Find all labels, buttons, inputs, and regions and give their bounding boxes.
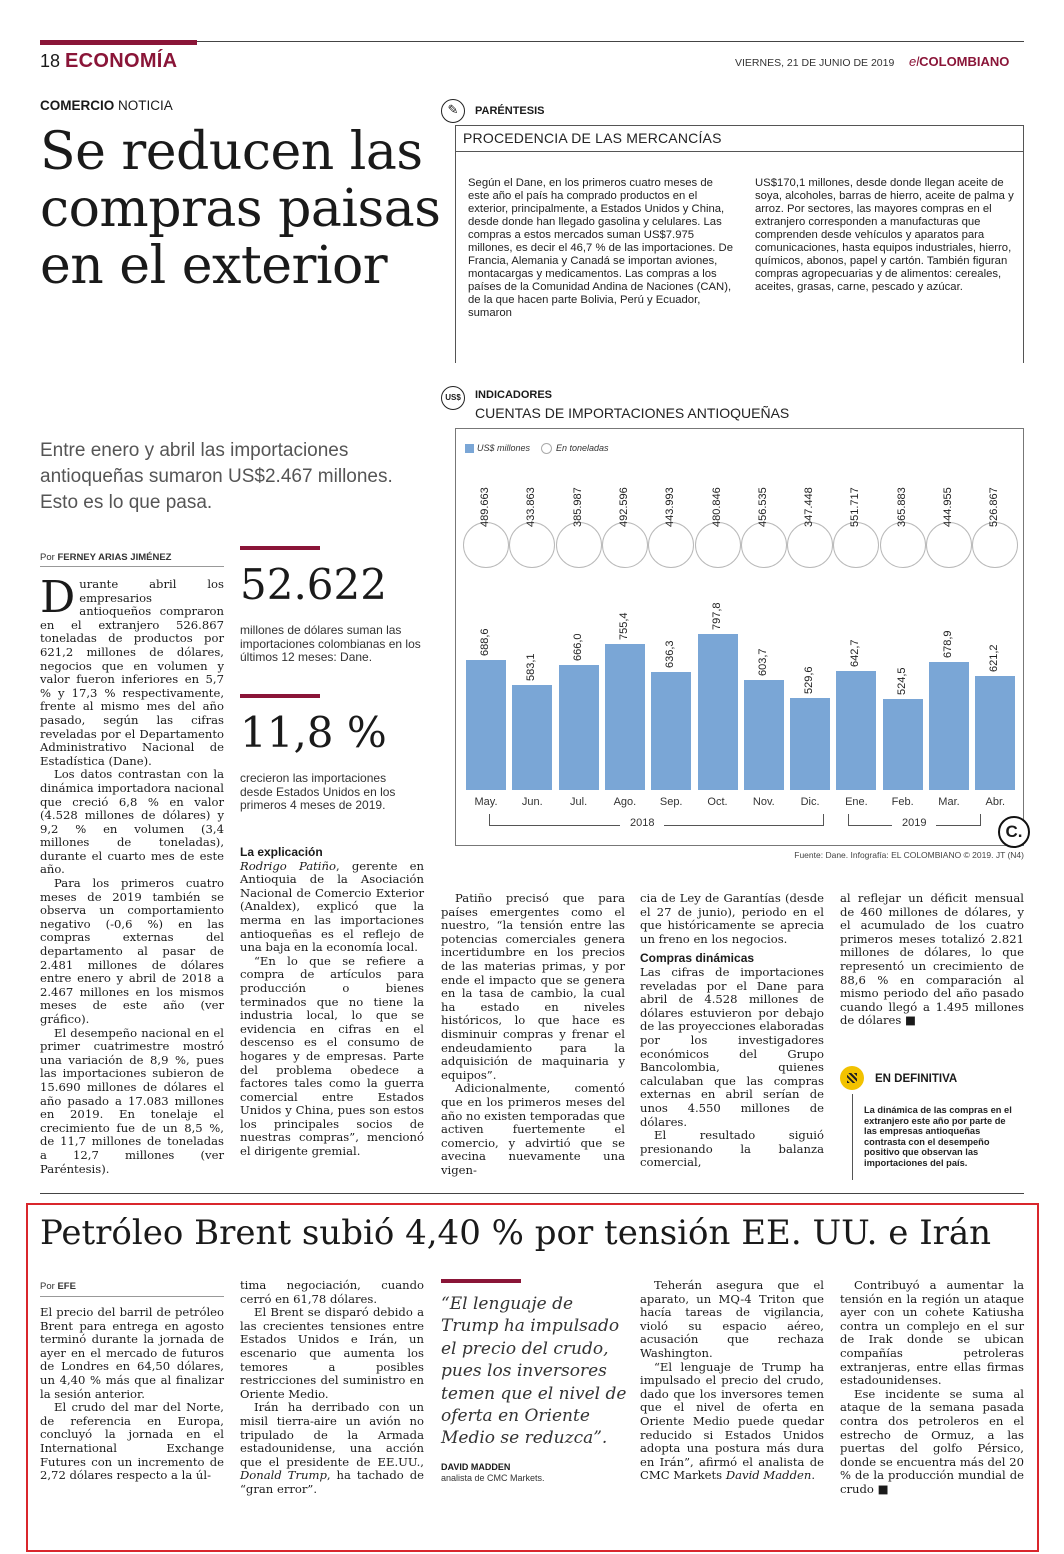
legend-swatch-ton: [541, 443, 552, 454]
chart-bar: [512, 685, 552, 790]
brent-col4-madden: David Madden: [725, 1468, 812, 1483]
chart-source: Fuente: Dane. Infografía: EL COLOMBIANO © 2019. JT (N4): [794, 850, 1024, 860]
article-deck: Entre enero y abril las importaciones antioqueñas sumaron US$2.467 millones. Esto es lo que pasa.: [40, 440, 393, 513]
tonnage-value-label: 456.535: [756, 487, 769, 527]
brent-col2-paragraph: [240, 1401, 424, 1496]
page-number: 18: [40, 51, 61, 71]
pull-quote: “El lenguaje de Trump ha impulsado el precio del crudo, pues los inversores temen que el nivel de oferta en Oriente Medio se reduzca”.: [441, 1294, 627, 1449]
parentesis-col-2: US$170,1 millones, desde donde llegan aceite de soya, alcoholes, barras de hierro, aceite de palma y arroz. Por sectores, las mayores compras en el extranjero corresponden a manufacturas que comprenden desde vehículos y aparatos para comunicaciones, hasta equipos industriales, hierro, químicos, abonos, papel y cartón. También figuran compras agropecuarias y de alimentos: cereales, aceites, grasas, carne, pescado y azúcar.: [755, 177, 1014, 293]
stat1-rule: [240, 546, 320, 550]
article-kicker: [40, 98, 173, 113]
col5-paragraph: al reflejar un déficit mensual de 460 millones de dólares, y el acumulado de los cuatro primeros meses totalizó 2.821 millones de dólares, lo que representó un crecimiento de 88,6 % en comparación al mismo periodo del año pasado cuando llegó a 1.495 millones de dólares ■: [840, 891, 1024, 1028]
bar-value-label: 678,9: [942, 630, 954, 659]
brent-col-2: [240, 1279, 424, 1497]
chart-bar: [466, 660, 506, 790]
brent-col4-paragraph: [640, 1361, 824, 1483]
col4-paragraph: cia de Ley de Garantías (desde el 27 de junio), periodo en el que históricamente se aprecia un freno en los negocios.: [640, 891, 824, 946]
quote-author: DAVID MADDEN: [441, 1462, 511, 1472]
axis-year-2018: 2018: [620, 817, 664, 829]
section-name: ECONOMÍA: [65, 50, 178, 72]
bar-value-label: 797,8: [710, 601, 723, 630]
tonnage-circle: [463, 522, 509, 568]
tonnage-value-label: 444.955: [942, 487, 954, 527]
byline-name: FERNEY ARIAS JIMÉNEZ: [57, 552, 172, 563]
bar-value-label: 688,6: [479, 628, 491, 656]
col3-paragraph: Adicionalmente, comentó que en los primeros meses del año no existen temporadas que activen fuertemente el comercio, y advirtió que se avecina nuevamente una vigen-: [441, 1081, 625, 1177]
chart-bar: [651, 672, 691, 790]
bar-value-label: 524,5: [895, 667, 908, 696]
legend-label-usd: US$ millones: [477, 443, 531, 453]
tonnage-value-label: 347.448: [803, 487, 816, 527]
chart-bar: [698, 634, 738, 790]
brent-col5-paragraph: Ese incidente se suma al ataque de la semana pasada contra dos petroleros en el estrecho de Ormuz, a las puertas del golfo Pérsico, donde se encuentra más del 20 % de la producción mundial de crudo ■: [840, 1386, 1024, 1496]
legend-label-ton: En toneladas: [556, 443, 609, 453]
article-col-5: [840, 892, 1024, 1028]
chart-bar: [605, 644, 645, 790]
tonnage-circle: [556, 522, 602, 568]
stat2-text: crecieron las importaciones desde Estados Unidos en los primeros 4 meses de 2019.: [240, 771, 396, 812]
byline-rule: [40, 566, 224, 567]
tonnage-circle: [972, 522, 1018, 568]
brent-col2-paragraph: tima negociación, cuando cerró en 61,78 dólares.: [240, 1278, 424, 1306]
col4-paragraph: El resultado siguió presionando la balanza comercial,: [640, 1128, 824, 1170]
tonnage-value-label: 443.993: [664, 487, 677, 527]
header-accent-bar: [40, 40, 197, 45]
tonnage-circle: [741, 522, 787, 568]
brent-col4-p2b: .: [811, 1468, 816, 1483]
brent-col2-p3a: Irán ha derribado con un misil tierra-aire un avión no tripulado de la Armada estadounidense, una acción que el presidente de EE.UU.,: [240, 1400, 424, 1469]
col2-paragraph: [240, 860, 424, 955]
brand-el: el: [909, 54, 920, 69]
tonnage-circle: [926, 522, 972, 568]
stat2-rule: [240, 694, 320, 698]
bar-value-label: 621,2: [988, 644, 1001, 672]
indicadores-label: INDICADORES: [475, 389, 553, 401]
tonnage-circle: [648, 522, 694, 568]
axis-year-2019: 2019: [892, 817, 936, 829]
col2-subheading: La explicación: [240, 845, 323, 859]
parentesis-label: PARÉNTESIS: [475, 105, 545, 117]
chart-bar: [975, 676, 1015, 790]
month-tick-label: Sep.: [659, 796, 683, 808]
month-tick-label: Abr.: [985, 796, 1006, 808]
bar-value-label: 636,3: [664, 640, 677, 669]
col1-paragraph: Los datos contrastan con la dinámica importadora nacional que creció 6,8 % en valor (4.528 millones de dólares) y 9,2 % en volumen (3,4 millones de toneladas), durante el cuarto mes de este año.: [40, 767, 224, 877]
tonnage-value-label: 492.596: [617, 487, 630, 527]
kicker-strong: COMERCIO: [40, 98, 115, 113]
tonnage-value-label: 489.663: [479, 487, 491, 527]
stat1-text: millones de dólares suman las importaciones colombianas en los últimos 12 meses: Dane.: [240, 623, 421, 664]
brent-byline-rule: [40, 1296, 224, 1297]
header-rule: [197, 41, 1024, 42]
brent-headline: Petróleo Brent subió 4,40 % por tensión EE. UU. e Irán: [40, 1213, 992, 1253]
col1-paragraph: Para los primeros cuatro meses de 2019 también se observa un comportamiento negativo (-0,6 %) en las compras externas del departamento al pasar de 2.481 millones de dólares entre enero y abril de 2018 a 2.467 millones en los mismos meses de este año (ver gráfico).: [40, 876, 224, 1026]
bar-value-label: 583,1: [525, 653, 538, 682]
tonnage-value-label: 480.846: [710, 487, 723, 527]
tonnage-value-label: 551.717: [849, 487, 862, 527]
brent-byline-prefix: Por: [40, 1281, 55, 1292]
brent-col2-paragraph: El Brent se disparó debido a las crecientes tensiones entre Estados Unidos e Irán, un escenario que aumenta los temores a posibles restricciones del suministro en Oriente Medio.: [240, 1305, 424, 1401]
brent-col4-p2a: “El lenguaje de Trump ha impulsado el precio del crudo, dado que los inversores temen que el nivel de oferta en Oriente Medio puede quedar reducido si Estados Unidos adopta una postura más dura en Irán”, afirmó el analista de CMC Markets: [640, 1359, 824, 1483]
article-headline: Se reducen las compras paisas en el exterior: [40, 122, 441, 296]
kicker-rest: NOTICIA: [118, 98, 173, 113]
month-tick-label: Oct.: [707, 796, 728, 808]
dropcap: D: [40, 572, 76, 623]
tonnage-value-label: 385.987: [571, 487, 584, 527]
month-tick-label: May.: [474, 796, 498, 808]
chart-bar: [836, 671, 876, 790]
month-tick-label: Dic.: [800, 796, 820, 808]
col3-paragraph: Patiño precisó que para países emergentes como el nuestro, “la tensión entre las potencias comerciales genera incertidumbre en los precios de las materias primas, y por ende el impacto que se genera en la tasa de cambio, la cual ha estado en niveles históricos, lo que hace es disminuir compras y frenar el endeudamiento para la adquisición de maquinaria y equipos”.: [441, 891, 625, 1082]
col1-first-paragraph: [40, 572, 224, 768]
brent-col-5: [840, 1279, 1024, 1497]
brent-col4-paragraph: Teherán asegura que el aparato, un MQ-4 Triton que hacía tareas de vigilancia, violó su espacio aéreo, acusación que rechaza Washington.: [640, 1278, 824, 1360]
chart-bar: [929, 662, 969, 790]
summary-title: EN DEFINITIVA: [875, 1073, 958, 1085]
quote-rule: [441, 1279, 521, 1283]
article-col-4: [640, 892, 824, 1170]
bar-value-label: 666,0: [571, 633, 584, 662]
col2-p1-text: , gerente en Antioquia de la Asociación Nacional de Comercio Exterior (Analdex), explicó que la merma en las importaciones antioqueñas es el reflejo de una baja en la economía local.: [240, 858, 424, 955]
brent-col5-paragraph: Contribuyó a aumentar la tensión en la región un ataque ayer con un cohete Katiusha contra un complejo en el sur de Irak donde se ubican compañías petroleras extranjeras, entre ellas firmas estadounidenses.: [840, 1278, 1024, 1388]
brent-byline: [40, 1281, 76, 1292]
article-col-1: [40, 572, 224, 1176]
col1-paragraph: El desempeño nacional en el primer cuatrimestre mostró una variación de 8,9 %, pues las importaciones subieron de 15.690 millones de dólares el año pasado a 17.083 millones en 2019. En tonelaje el crecimiento fue de un 8,5 %, de 11,7 millones de toneladas a 12,7 millones (ver Paréntesis).: [40, 1025, 224, 1176]
brent-col2-trump: Donald Trump: [240, 1468, 327, 1483]
brent-col1-paragraph: El precio del barril de petróleo Brent para entrega en agosto terminó durante la jornada de ayer en el mercado de futuros de Londres en 64,50 dólares, un 4,40 % más que al finalizar la sesión anterior.: [40, 1305, 224, 1401]
summary-text: La dinámica de las compras en el extranjero este año por parte de las empresas antioqueñas contrasta con el desempeño positivo que observan las importaciones del país.: [864, 1105, 1012, 1168]
chart-bar: [883, 699, 923, 790]
summary-rule: [852, 1094, 853, 1180]
brent-col-4: [640, 1279, 824, 1483]
summary-icon-mark: [847, 1073, 857, 1083]
tonnage-value-label: 526.867: [988, 487, 1001, 527]
chart-logo: C.: [998, 816, 1030, 848]
col4-paragraph: Las cifras de importaciones reveladas por el Dane para abril de 4.528 millones de dólares estuvieron por debajo de las proyecciones elaboradas por los investigadores económicos del Grupo Bancolombia, quienes calculaban que las compras externas en abril serían de unos 4.550 millones de dólares.: [640, 964, 824, 1129]
tonnage-value-label: 433.863: [525, 487, 538, 527]
byline: [40, 552, 171, 563]
brent-col1-paragraph: El crudo del mar del Norte, de referencia en Europa, concluyó la jornada en el International Exchange Futures con un incremento de 2,72 dólares respecto a la úl-: [40, 1400, 224, 1483]
brent-col-1: [40, 1306, 224, 1483]
stat2-value: 11,8 %: [240, 708, 387, 757]
tonnage-value-label: 365.883: [895, 487, 908, 527]
legend-swatch-usd: [465, 444, 474, 453]
month-tick-label: Jul.: [570, 796, 588, 808]
tonnage-circle: [787, 522, 833, 568]
chart-bar: [559, 665, 599, 790]
tonnage-circle: [509, 522, 555, 568]
parentesis-col-1: Según el Dane, en los primeros cuatro meses de este año el país ha comprado productos en el exterior, principalmente, a Estados Unidos y China, desde donde han llegado gasolina y celulares. Las compras a estos mercados suman US$7.975 millones, es decir el 46,7 % de las importaciones. De Francia, Alemania y Canadá se importan aviones, montacargas y medicamentos. Las compras a los países de la Comunidad Andina de Naciones (CAN), de la que hacen parte Bolivia, Perú y Ecuador, sumaron: [468, 177, 733, 319]
brent-col2-p3b: , ha tachado de “gran error”.: [240, 1468, 424, 1496]
month-tick-label: Mar.: [938, 796, 960, 808]
quote-role: analista de CMC Markets.: [441, 1473, 545, 1483]
month-tick-label: Jun.: [521, 796, 543, 808]
tonnage-circle: [695, 522, 741, 568]
brent-byline-name: EFE: [57, 1281, 76, 1292]
byline-prefix: Por: [40, 552, 55, 563]
stat1-value: 52.622: [240, 560, 387, 609]
article-col-2: [240, 846, 424, 1159]
tonnage-circle: [880, 522, 926, 568]
parentesis-title: PROCEDENCIA DE LAS MERCANCÍAS: [463, 130, 722, 146]
indicadores-icon: US$: [441, 386, 465, 410]
month-tick-label: Ene.: [845, 796, 868, 808]
month-tick-label: Nov.: [752, 796, 775, 808]
tonnage-circle: [602, 522, 648, 568]
issue-date: VIERNES, 21 DE JUNIO DE 2019: [735, 57, 895, 69]
bar-value-label: 603,7: [756, 648, 769, 677]
brand-logo: [909, 54, 1009, 69]
brand-name: COLOMBIANO: [919, 54, 1010, 69]
bar-value-label: 642,7: [849, 639, 862, 667]
section-divider: [40, 1193, 1024, 1194]
col2-source-name: Rodrigo Patiño: [240, 858, 336, 873]
bar-value-label: 755,4: [617, 612, 630, 640]
month-tick-label: Ago.: [613, 796, 637, 808]
col4-subheading: Compras dinámicas: [640, 951, 755, 966]
bar-value-label: 529,6: [803, 666, 816, 694]
parentesis-title-rule: [455, 151, 1024, 152]
chart-bar: [744, 680, 784, 790]
indicadores-title: CUENTAS DE IMPORTACIONES ANTIOQUEÑAS: [475, 405, 790, 421]
chart-bar: [790, 698, 830, 790]
col2-paragraph: “En lo que se refiere a compra de artículos para producción o bienes terminados que no tiene la industria local, lo que se evidencia en cifras en el descenso es el consumo de hogares y de empresas. Parte del problema obedece a factores tales como la guerra comercial entre Estados Unidos y China, pues son estos los principales socios de nuestras compras”, mencionó el dirigente gremial.: [240, 953, 424, 1159]
parentesis-icon: ✎: [441, 99, 465, 123]
article-col-3: [441, 892, 625, 1177]
col1-first-text: urante abril los empresarios antioqueños compraron en el extranjero 526.867 toneladas de productos por 621,2 millones de dólares, negocios que en volumen y valor fueron inferiores en 5,7 % y 17,3 % respectivamente, frente al mismo mes del año pasado, según las cifras reveladas por el Departamento Administrativo Nacional de Estadística (Dane).: [40, 577, 224, 768]
month-tick-label: Feb.: [891, 796, 914, 808]
